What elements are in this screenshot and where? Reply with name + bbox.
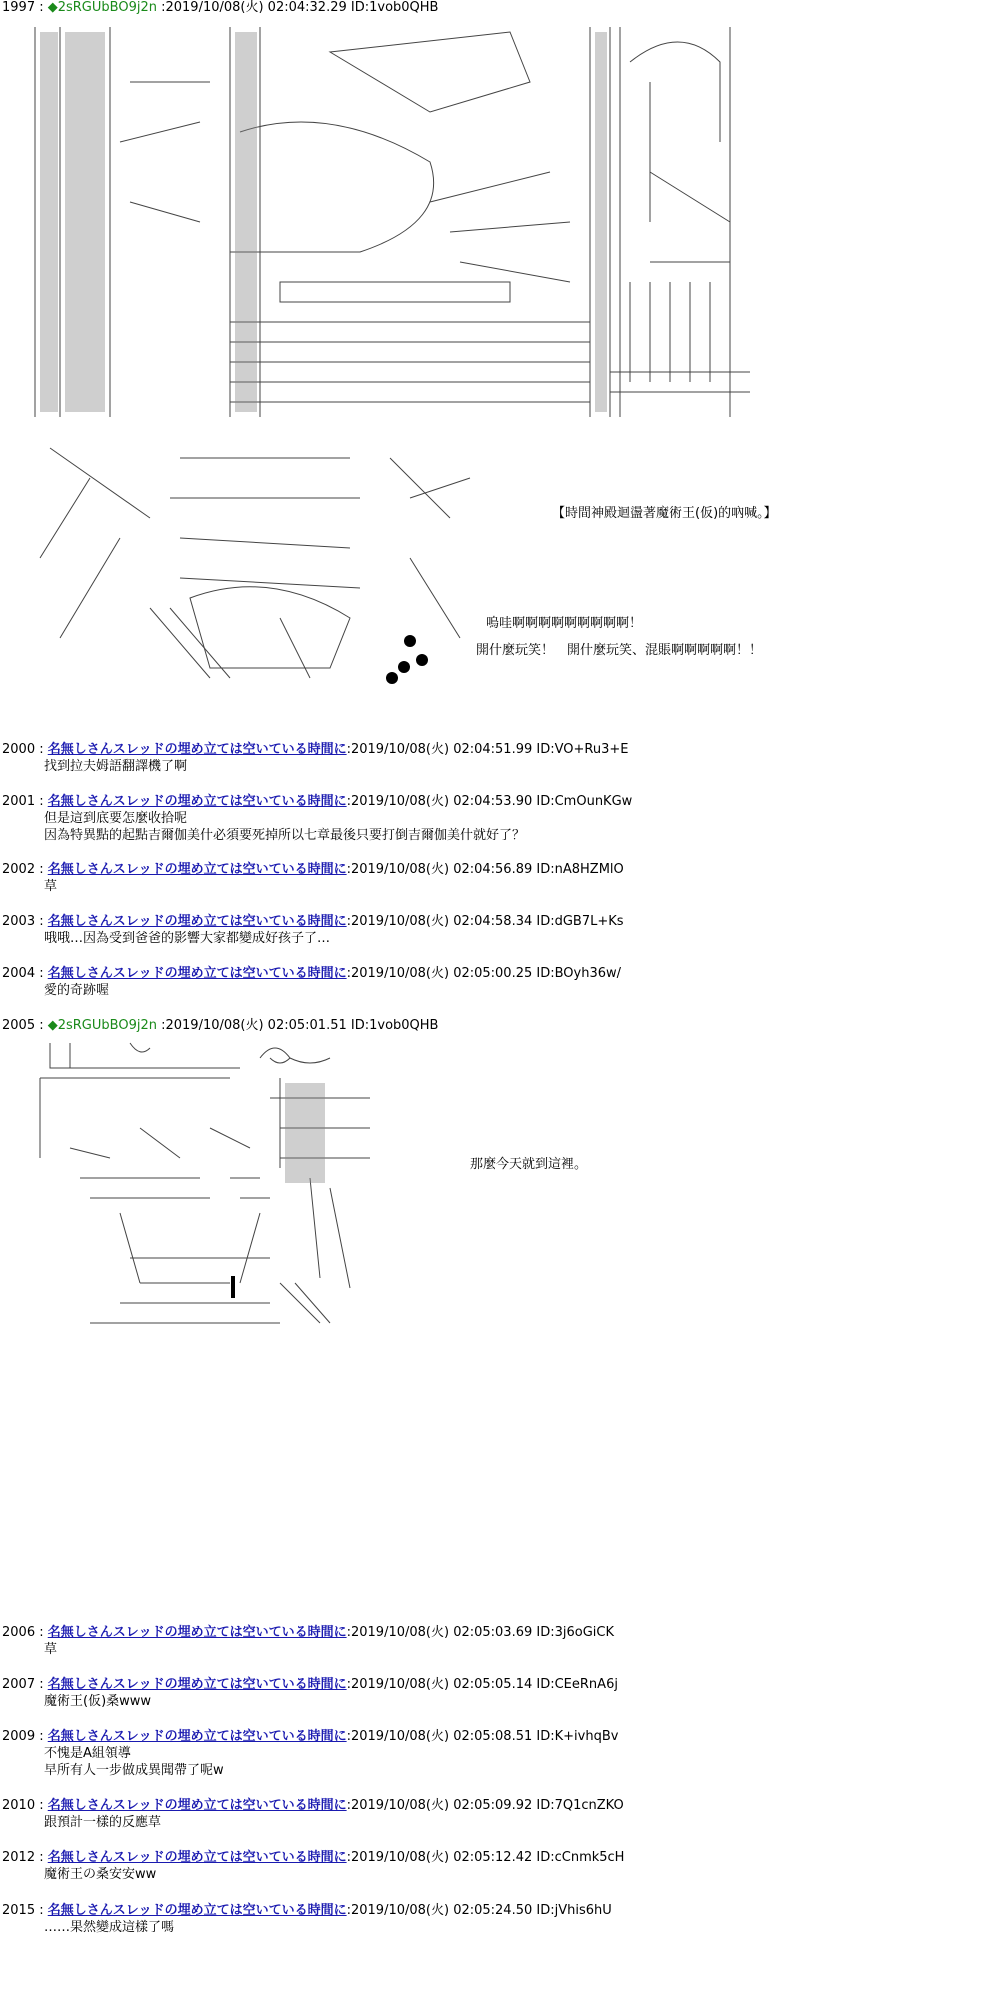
post-meta: :2019/10/08(火) 02:05:12.42 ID:cCnmk5cH: [346, 1850, 625, 1865]
poster-name-link[interactable]: 名無しさんスレッドの埋め立ては空いている時間に: [47, 1850, 347, 1865]
post-number: 2004 :: [2, 966, 48, 981]
poster-name-link[interactable]: 名無しさんスレッドの埋め立ては空いている時間に: [47, 742, 347, 757]
post-header-2000: [2, 742, 628, 758]
dialogue-line: 那麼今天就到這裡。: [470, 1157, 588, 1172]
post-meta: :2019/10/08(火) 02:05:05.14 ID:CEeRnA6j: [346, 1677, 618, 1692]
post-header-2003: [2, 914, 624, 930]
post-meta: :2019/10/08(火) 02:04:53.90 ID:CmOunKGw: [346, 794, 633, 809]
post-body: 找到拉夫姆語翻譯機了啊: [44, 759, 188, 774]
post-meta: :2019/10/08(火) 02:05:24.50 ID:jVhis6hU: [346, 1903, 612, 1918]
post-meta: :2019/10/08(火) 02:05:03.69 ID:3j6oGiCK: [346, 1625, 615, 1640]
post-meta: :2019/10/08(火) 02:04:56.89 ID:nA8HZMlO: [346, 862, 624, 877]
post-meta: :2019/10/08(火) 02:05:08.51 ID:K+ivhqBv: [346, 1729, 619, 1744]
post-body: 草: [44, 1642, 58, 1657]
post-body: 草: [44, 879, 58, 894]
post-header-2010: [2, 1798, 624, 1814]
poster-name-link[interactable]: 名無しさんスレッドの埋め立ては空いている時間に: [47, 794, 347, 809]
poster-name-link[interactable]: 名無しさんスレッドの埋め立ては空いている時間に: [47, 1729, 347, 1744]
post-number: 2005 :: [2, 1018, 48, 1033]
post-meta: :2019/10/08(火) 02:05:09.92 ID:7Q1cnZKO: [346, 1798, 624, 1813]
post-number: 1997 :: [2, 0, 48, 15]
post-number: 2003 :: [2, 914, 48, 929]
tripcode: 2sRGUbBO9j2n: [57, 1018, 157, 1033]
poster-name-link[interactable]: 名無しさんスレッドの埋め立ては空いている時間に: [47, 914, 347, 929]
trip-diamond-icon: ◆: [47, 0, 58, 15]
tripcode: 2sRGUbBO9j2n: [57, 0, 157, 15]
post-body: 魔術王の桑安安ww: [44, 1867, 157, 1882]
post-meta: :2019/10/08(火) 02:04:51.99 ID:VO+Ru3+E: [346, 742, 629, 757]
post-header-2015: [2, 1903, 612, 1919]
dialogue-line: 開什麼玩笑！ 開什麼玩笑、混賬啊啊啊啊啊！！: [476, 643, 763, 658]
post-number: 2006 :: [2, 1625, 48, 1640]
poster-name-link[interactable]: 名無しさんスレッドの埋め立ては空いている時間に: [47, 1625, 347, 1640]
post-number: 2007 :: [2, 1677, 48, 1692]
post-number: 2015 :: [2, 1903, 48, 1918]
ascii-art-magus: [30, 438, 490, 688]
post-header-2007: [2, 1677, 618, 1693]
post-number: 2002 :: [2, 862, 48, 877]
post-meta: :2019/10/08(火) 02:04:32.29 ID:1vob0QHB: [156, 0, 439, 15]
post-header-2004: [2, 966, 621, 982]
post-body: 早所有人一步做成異聞帶了呢w: [44, 1763, 224, 1778]
post-number: 2010 :: [2, 1798, 48, 1813]
ascii-art-castle: [30, 22, 760, 422]
post-header-1997: [2, 0, 438, 16]
post-meta: :2019/10/08(火) 02:04:58.34 ID:dGB7L+Ks: [346, 914, 624, 929]
poster-name-link[interactable]: 名無しさんスレッドの埋め立ては空いている時間に: [47, 1677, 347, 1692]
post-body: ……果然變成這樣了嗎: [44, 1920, 175, 1935]
post-header-2001: [2, 794, 632, 810]
post-body: 跟預計一樣的反應草: [44, 1815, 162, 1830]
dialogue-line: 嗚哇啊啊啊啊啊啊啊啊啊！: [486, 616, 643, 631]
post-header-2012: [2, 1850, 624, 1866]
post-number: 2012 :: [2, 1850, 48, 1865]
post-body: 不愧是A組領導: [44, 1746, 131, 1761]
poster-name-link[interactable]: 名無しさんスレッドの埋め立ては空いている時間に: [47, 966, 347, 981]
post-number: 2009 :: [2, 1729, 48, 1744]
ascii-art-character: [30, 1038, 380, 1328]
post-meta: :2019/10/08(火) 02:05:01.51 ID:1vob0QHB: [156, 1018, 439, 1033]
poster-name-link[interactable]: 名無しさんスレッドの埋め立ては空いている時間に: [47, 862, 347, 877]
trip-diamond-icon: ◆: [47, 1018, 58, 1033]
post-body: 但是這到底要怎麼收拾呢: [44, 811, 188, 826]
post-meta: :2019/10/08(火) 02:05:00.25 ID:BOyh36w/: [346, 966, 622, 981]
post-header-2002: [2, 862, 624, 878]
post-header-2005: [2, 1018, 438, 1034]
post-number: 2001 :: [2, 794, 48, 809]
post-body: 愛的奇跡喔: [44, 983, 110, 998]
post-header-2006: [2, 1625, 614, 1641]
post-body: 哦哦…因為受到爸爸的影響大家都變成好孩子了…: [44, 931, 331, 946]
post-body: 魔術王(仮)桑www: [44, 1694, 152, 1709]
narration-caption: 【時間神殿迴盪著魔術王(仮)的吶喊。】: [552, 506, 777, 521]
poster-name-link[interactable]: 名無しさんスレッドの埋め立ては空いている時間に: [47, 1798, 347, 1813]
post-body: 因為特異點的起點吉爾伽美什必須要死掉所以七章最後只要打倒吉爾伽美什就好了？: [44, 828, 526, 843]
post-header-2009: [2, 1729, 618, 1745]
poster-name-link[interactable]: 名無しさんスレッドの埋め立ては空いている時間に: [47, 1903, 347, 1918]
post-number: 2000 :: [2, 742, 48, 757]
